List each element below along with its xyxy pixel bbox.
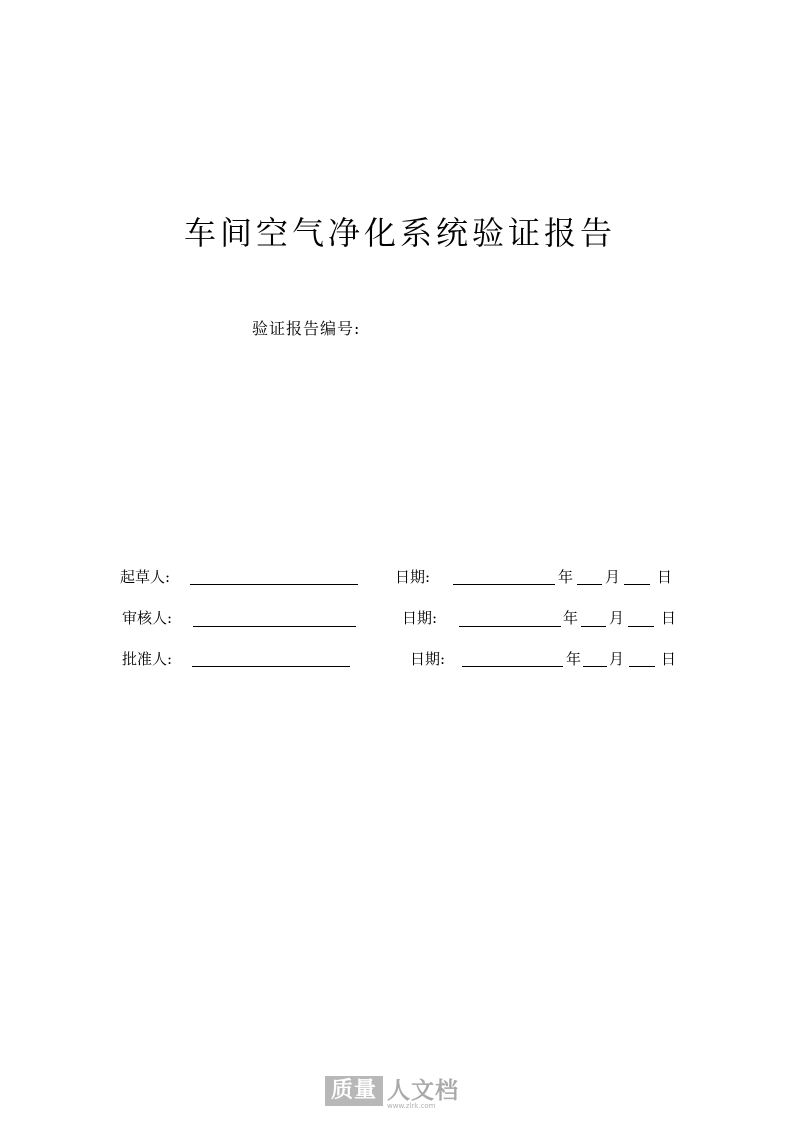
role-label: 批准人: [122,650,173,668]
year-line[interactable] [453,584,555,585]
year-label: 年 [558,568,574,586]
year-label: 年 [563,609,579,627]
signature-row-drafter [0,566,794,588]
signature-row-approver [0,648,794,670]
signature-line[interactable] [190,584,358,585]
date-label: 日期: [395,568,431,586]
day-line[interactable] [629,666,655,667]
signature-line[interactable] [192,666,350,667]
day-label: 日 [661,609,677,627]
month-label: 月 [609,609,625,627]
year-line[interactable] [459,626,561,627]
role-label: 起草人: [120,568,171,586]
month-label: 月 [605,568,621,586]
year-label: 年 [566,650,582,668]
month-label: 月 [609,650,625,668]
signature-line[interactable] [193,626,356,627]
watermark-logo-text: 人文档 [387,1078,459,1104]
document-title: 车间空气净化系统验证报告 [183,214,616,252]
month-line[interactable] [583,666,607,667]
signature-row-reviewer [0,607,794,629]
date-label: 日期: [410,650,446,668]
watermark-logo [325,1074,465,1110]
month-line[interactable] [577,584,602,585]
day-line[interactable] [628,626,654,627]
day-line[interactable] [624,584,650,585]
day-label: 日 [661,650,677,668]
month-line[interactable] [581,626,606,627]
report-number-label: 验证报告编号: [252,319,361,338]
role-label: 审核人: [122,609,173,627]
date-label: 日期: [402,609,438,627]
day-label: 日 [657,568,673,586]
watermark-url: www.zlrk.com [387,1102,436,1110]
watermark-logo-box: 质量 [325,1076,383,1106]
year-line[interactable] [462,666,563,667]
